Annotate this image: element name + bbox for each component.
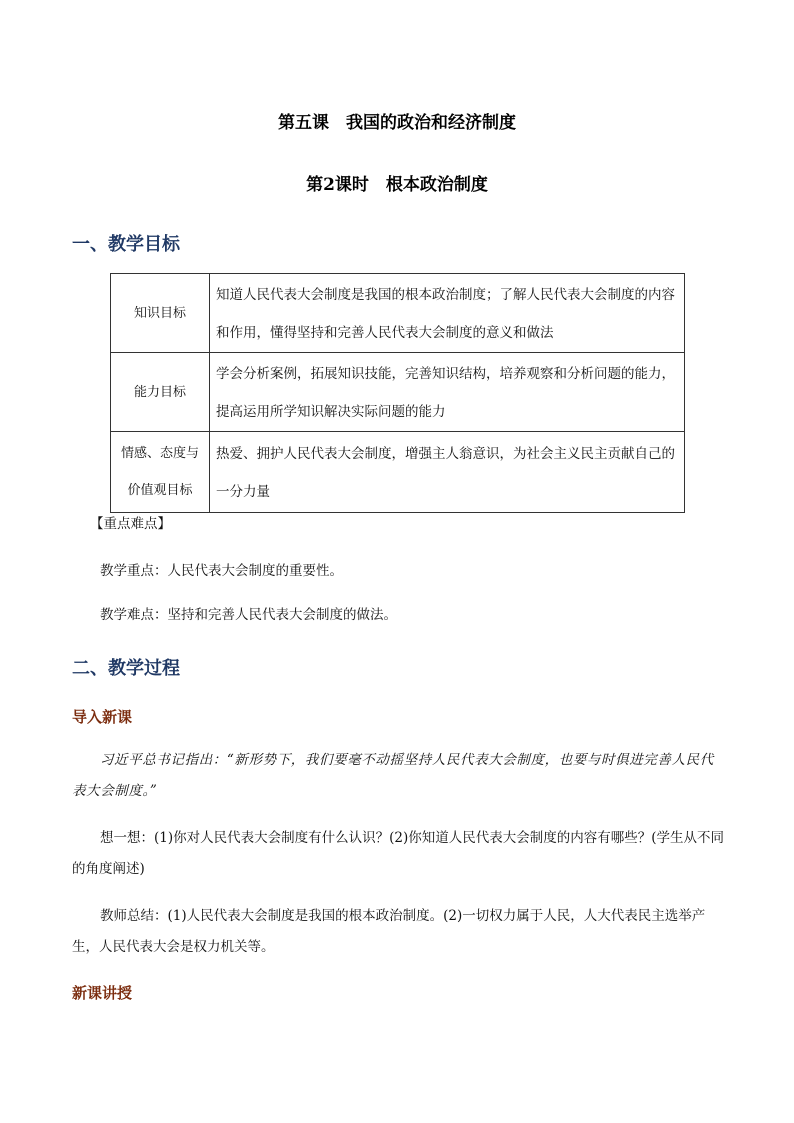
table-row xyxy=(111,432,685,513)
goal-content: 知道人民代表大会制度是我国的根本政治制度；了解人民代表大会制度的内容和作用，懂得坚持和完善人民代表大会制度的意义和做法 xyxy=(210,274,685,353)
goal-label-line: 情感、态度与 xyxy=(120,446,199,461)
goal-label xyxy=(111,432,210,513)
goal-content: 学会分析案例，拓展知识技能，完善知识结构，培养观察和分析问题的能力，提高运用所学知识解决实际问题的能力 xyxy=(210,353,685,432)
goal-label: 能力目标 xyxy=(111,353,210,432)
intro-heading: 导入新课 xyxy=(72,708,133,726)
section-heading-objectives: 一、教学目标 xyxy=(72,234,180,255)
difficulty-text: 教学难点：坚持和完善人民代表大会制度的做法。 xyxy=(100,607,397,623)
goal-content: 热爱、拥护人民代表大会制度，增强主人翁意识，为社会主义民主贡献自己的一分力量 xyxy=(210,432,685,513)
goal-label: 知识目标 xyxy=(111,274,210,353)
summary-paragraph: 教师总结：(1)人民代表大会制度是我国的根本政治制度。(2)一切权力属于人民，人大代表民主选举产生，人民代表大会是权力机关等。 xyxy=(72,908,706,955)
goal-label-line: 价值观目标 xyxy=(127,483,193,498)
section-heading-process: 二、教学过程 xyxy=(72,658,180,679)
quote-paragraph: 习近平总书记指出：“新形势下，我们要毫不动摇坚持人民代表大会制度，也要与时俱进完善人民代表大会制度。” xyxy=(72,752,714,799)
key-point-text: 教学重点：人民代表大会制度的重要性。 xyxy=(100,563,343,579)
key-points-label: 【重点难点】 xyxy=(90,516,171,532)
period-title: 第2课时 根本政治制度 xyxy=(306,175,488,195)
think-paragraph: 想一想：(1)你对人民代表大会制度有什么认识？(2)你知道人民代表大会制度的内容有哪些？(学生从不同的角度阐述) xyxy=(72,830,725,877)
table-row xyxy=(111,353,685,432)
table-row xyxy=(111,274,685,353)
new-lesson-heading: 新课讲授 xyxy=(72,984,133,1002)
lesson-title: 第五课 我国的政治和经济制度 xyxy=(278,113,516,133)
objectives-table xyxy=(110,273,685,513)
